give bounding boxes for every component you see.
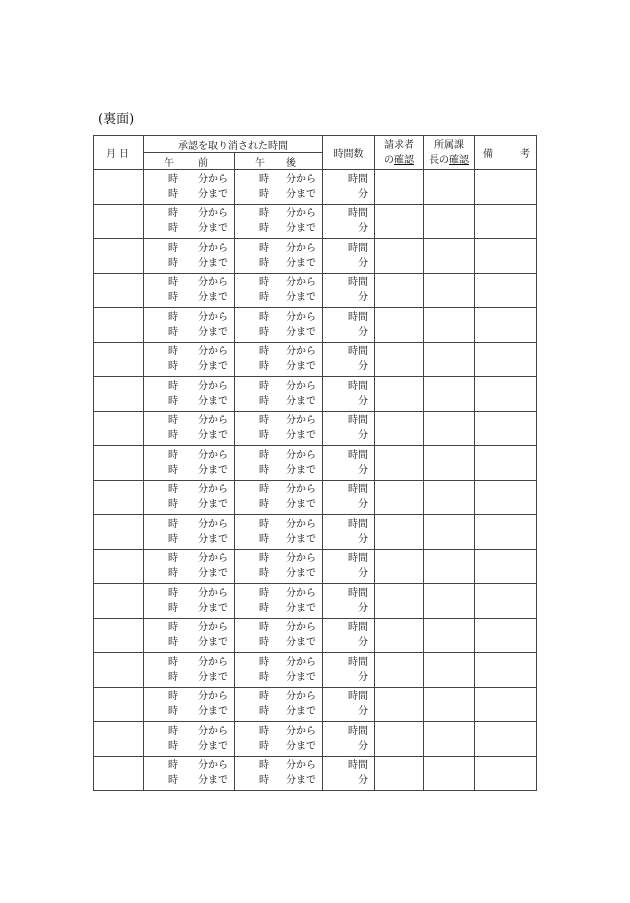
month-day-header: 月 日 (94, 136, 144, 170)
claimant-confirm-cell[interactable] (375, 756, 424, 791)
remarks-cell[interactable] (475, 411, 537, 446)
hours-count-cell[interactable]: 時間 分 (323, 411, 375, 446)
claimant-confirm-cell[interactable] (375, 446, 424, 481)
table-row (94, 446, 537, 481)
table-row (94, 549, 537, 584)
remarks-cell[interactable] (475, 653, 537, 688)
chief-confirm-cell[interactable] (424, 653, 475, 688)
claimant-confirm-cell[interactable] (375, 515, 424, 550)
chief-confirm-cell[interactable] (424, 342, 475, 377)
remarks-cell[interactable] (475, 756, 537, 791)
pm-time-cell[interactable]: 時 分から 時 分まで (235, 446, 323, 481)
claimant-confirm-cell[interactable] (375, 411, 424, 446)
hours-count-cell[interactable]: 時間 分 (323, 342, 375, 377)
pm-time-cell[interactable]: 時 分から 時 分まで (235, 515, 323, 550)
chief-confirm-cell[interactable] (424, 618, 475, 653)
month-day-cell[interactable] (94, 170, 144, 205)
am-time-cell[interactable]: 時 分から 時 分まで (144, 584, 235, 619)
am-time-cell[interactable]: 時 分から 時 分まで (144, 756, 235, 791)
remarks-cell[interactable] (475, 618, 537, 653)
remarks-cell[interactable] (475, 342, 537, 377)
table-row (94, 722, 537, 757)
am-time-cell[interactable]: 時 分から 時 分まで (144, 239, 235, 274)
month-day-cell[interactable] (94, 549, 144, 584)
table-row (94, 377, 537, 412)
remarks-cell[interactable] (475, 480, 537, 515)
page-side-label: (裏面) (98, 112, 135, 127)
table-row (94, 204, 537, 239)
chief-confirm-cell[interactable] (424, 308, 475, 343)
pm-time-cell[interactable]: 時 分から 時 分まで (235, 618, 323, 653)
remarks-cell[interactable] (475, 377, 537, 412)
hours-count-cell[interactable]: 時間 分 (323, 480, 375, 515)
claimant-confirm-cell[interactable] (375, 170, 424, 205)
table-row (94, 687, 537, 722)
table-row (94, 411, 537, 446)
pm-time-cell[interactable]: 時 分から 時 分まで (235, 480, 323, 515)
table-row (94, 756, 537, 791)
month-day-cell[interactable] (94, 308, 144, 343)
am-header: 午 前 (144, 153, 235, 170)
am-time-cell[interactable]: 時 分から 時 分まで (144, 618, 235, 653)
hours-count-cell[interactable]: 時間 分 (323, 239, 375, 274)
remarks-cell[interactable] (475, 515, 537, 550)
am-time-cell[interactable]: 時 分から 時 分まで (144, 170, 235, 205)
month-day-cell[interactable] (94, 239, 144, 274)
claimant-confirm-header: 請求者 の確認 (375, 136, 424, 170)
remarks-cell[interactable] (475, 584, 537, 619)
remarks-cell[interactable] (475, 204, 537, 239)
chief-confirm-cell[interactable] (424, 584, 475, 619)
claimant-confirm-cell[interactable] (375, 618, 424, 653)
remarks-cell[interactable] (475, 170, 537, 205)
month-day-cell[interactable] (94, 722, 144, 757)
chief-confirm-cell[interactable] (424, 515, 475, 550)
hours-count-cell[interactable]: 時間 分 (323, 446, 375, 481)
am-time-cell[interactable]: 時 分から 時 分まで (144, 549, 235, 584)
am-time-cell[interactable]: 時 分から 時 分まで (144, 377, 235, 412)
claimant-confirm-cell[interactable] (375, 273, 424, 308)
hours-count-cell[interactable]: 時間 分 (323, 308, 375, 343)
table-row (94, 239, 537, 274)
remarks-cell[interactable] (475, 722, 537, 757)
remarks-cell[interactable] (475, 446, 537, 481)
pm-time-cell[interactable]: 時 分から 時 分まで (235, 204, 323, 239)
pm-time-cell[interactable]: 時 分から 時 分まで (235, 584, 323, 619)
pm-header: 午 後 (235, 153, 323, 170)
hours-count-cell[interactable]: 時間 分 (323, 653, 375, 688)
hours-count-cell[interactable]: 時間 分 (323, 549, 375, 584)
am-time-cell[interactable]: 時 分から 時 分まで (144, 722, 235, 757)
chief-confirm-cell[interactable] (424, 756, 475, 791)
chief-confirm-cell[interactable] (424, 273, 475, 308)
hours-count-cell[interactable]: 時間 分 (323, 377, 375, 412)
am-time-cell[interactable]: 時 分から 時 分まで (144, 480, 235, 515)
am-time-cell[interactable]: 時 分から 時 分まで (144, 411, 235, 446)
hours-count-cell[interactable]: 時間 分 (323, 273, 375, 308)
cancelled-time-header: 承認を取り消された時間 (144, 136, 323, 153)
claimant-confirm-cell[interactable] (375, 308, 424, 343)
hours-count-cell[interactable]: 時間 分 (323, 722, 375, 757)
hours-count-header: 時間数 (323, 136, 375, 170)
month-day-cell[interactable] (94, 618, 144, 653)
am-time-cell[interactable]: 時 分から 時 分まで (144, 446, 235, 481)
chief-confirm-cell[interactable] (424, 170, 475, 205)
table-row (94, 308, 537, 343)
claimant-confirm-cell[interactable] (375, 687, 424, 722)
hours-count-cell[interactable]: 時間 分 (323, 170, 375, 205)
table-row (94, 342, 537, 377)
table-row (94, 584, 537, 619)
pm-time-cell[interactable]: 時 分から 時 分まで (235, 239, 323, 274)
table-row (94, 480, 537, 515)
remarks-cell[interactable] (475, 273, 537, 308)
chief-confirm-cell[interactable] (424, 722, 475, 757)
claimant-confirm-cell[interactable] (375, 204, 424, 239)
month-day-cell[interactable] (94, 480, 144, 515)
remarks-cell[interactable] (475, 687, 537, 722)
month-day-cell[interactable] (94, 756, 144, 791)
remarks-header: 備 考 (475, 136, 537, 170)
claimant-confirm-cell[interactable] (375, 722, 424, 757)
claimant-confirm-cell[interactable] (375, 480, 424, 515)
hours-count-cell[interactable]: 時間 分 (323, 515, 375, 550)
remarks-cell[interactable] (475, 239, 537, 274)
pm-time-cell[interactable]: 時 分から 時 分まで (235, 687, 323, 722)
table-row (94, 273, 537, 308)
am-time-cell[interactable]: 時 分から 時 分まで (144, 687, 235, 722)
cancelled-time-table (93, 135, 537, 791)
am-time-cell[interactable]: 時 分から 時 分まで (144, 653, 235, 688)
remarks-cell[interactable] (475, 549, 537, 584)
table-row (94, 515, 537, 550)
pm-time-cell[interactable]: 時 分から 時 分まで (235, 308, 323, 343)
table-row (94, 170, 537, 205)
hours-count-cell[interactable]: 時間 分 (323, 687, 375, 722)
month-day-cell[interactable] (94, 377, 144, 412)
chief-confirm-cell[interactable] (424, 411, 475, 446)
pm-time-cell[interactable]: 時 分から 時 分まで (235, 273, 323, 308)
pm-time-cell[interactable]: 時 分から 時 分まで (235, 653, 323, 688)
chief-confirm-cell[interactable] (424, 549, 475, 584)
month-day-cell[interactable] (94, 687, 144, 722)
chief-confirm-cell[interactable] (424, 377, 475, 412)
hours-count-cell[interactable]: 時間 分 (323, 618, 375, 653)
month-day-cell[interactable] (94, 584, 144, 619)
month-day-cell[interactable] (94, 446, 144, 481)
month-day-cell[interactable] (94, 204, 144, 239)
chief-confirm-cell[interactable] (424, 687, 475, 722)
am-time-cell[interactable]: 時 分から 時 分まで (144, 515, 235, 550)
pm-time-cell[interactable]: 時 分から 時 分まで (235, 411, 323, 446)
hours-count-cell[interactable]: 時間 分 (323, 584, 375, 619)
claimant-confirm-cell[interactable] (375, 342, 424, 377)
chief-confirm-cell[interactable] (424, 239, 475, 274)
claimant-confirm-cell[interactable] (375, 239, 424, 274)
am-time-cell[interactable]: 時 分から 時 分まで (144, 342, 235, 377)
chief-confirm-cell[interactable] (424, 204, 475, 239)
claimant-confirm-cell[interactable] (375, 377, 424, 412)
am-time-cell[interactable]: 時 分から 時 分まで (144, 273, 235, 308)
am-time-cell[interactable]: 時 分から 時 分まで (144, 308, 235, 343)
month-day-cell[interactable] (94, 411, 144, 446)
table-row (94, 618, 537, 653)
hours-count-cell[interactable]: 時間 分 (323, 756, 375, 791)
chief-confirm-cell[interactable] (424, 446, 475, 481)
pm-time-cell[interactable]: 時 分から 時 分まで (235, 342, 323, 377)
pm-time-cell[interactable]: 時 分から 時 分まで (235, 377, 323, 412)
claimant-confirm-cell[interactable] (375, 584, 424, 619)
month-day-cell[interactable] (94, 515, 144, 550)
chief-confirm-header: 所属課 長の確認 (424, 136, 475, 170)
month-day-cell[interactable] (94, 653, 144, 688)
claimant-confirm-cell[interactable] (375, 653, 424, 688)
month-day-cell[interactable] (94, 342, 144, 377)
remarks-cell[interactable] (475, 308, 537, 343)
am-time-cell[interactable]: 時 分から 時 分まで (144, 204, 235, 239)
pm-time-cell[interactable]: 時 分から 時 分まで (235, 549, 323, 584)
pm-time-cell[interactable]: 時 分から 時 分まで (235, 756, 323, 791)
pm-time-cell[interactable]: 時 分から 時 分まで (235, 722, 323, 757)
claimant-confirm-cell[interactable] (375, 549, 424, 584)
chief-confirm-cell[interactable] (424, 480, 475, 515)
month-day-cell[interactable] (94, 273, 144, 308)
table-row (94, 653, 537, 688)
hours-count-cell[interactable]: 時間 分 (323, 204, 375, 239)
pm-time-cell[interactable]: 時 分から 時 分まで (235, 170, 323, 205)
